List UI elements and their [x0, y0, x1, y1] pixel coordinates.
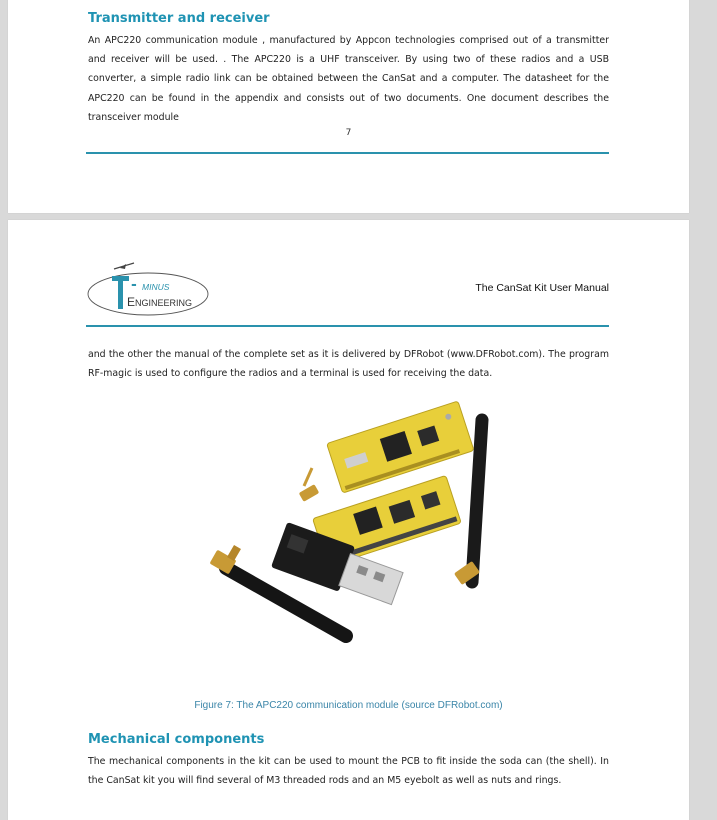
- t-minus-logo: [84, 260, 214, 326]
- page-number: 7: [345, 128, 352, 138]
- header-rule: [86, 325, 609, 327]
- section-heading-mechanical: Mechanical components: [88, 732, 265, 747]
- page-1: [8, 0, 689, 213]
- logo-word-minus: MINUS: [142, 282, 170, 292]
- paragraph-continued: and the other the manual of the complete set as it is delivered by DFRobot (www.DFRobot.com). The program RF-magic is used to configure the radios and a terminal is used for receiving the data.: [88, 349, 609, 380]
- page-2: [8, 220, 689, 820]
- paragraph-mechanical: The mechanical components in the kit can be used to mount the PCB to fit inside the soda can (the shell). In the CanSat kit you will find several of M3 threaded rods and an M5 eyebolt as well as nuts and rings.: [88, 756, 609, 787]
- logo-dash: -: [131, 277, 137, 293]
- logo-letter-e: E: [127, 295, 136, 309]
- footer-rule: [86, 152, 609, 154]
- manual-title: The CanSat Kit User Manual: [475, 282, 609, 294]
- paragraph-transmitter: An APC220 communication module , manufactured by Appcon technologies comprised out of a transmitter and receiver will be used. . The APC220 is a UHF transceiver. By using two of these radios and a USB converter, a simple radio link can be obtained between the CanSat and a computer. The datasheet for the APC220 can be found in the appendix and consists out of two documents. One document describes the transceiver module: [88, 35, 609, 123]
- figure-caption: Figure 7: The APC220 communication module (source DFRobot.com): [194, 700, 503, 711]
- section-heading-transmitter: Transmitter and receiver: [88, 11, 270, 26]
- logo-word-engineering: NGINEERING: [135, 298, 193, 308]
- apc220-figure: [186, 398, 516, 672]
